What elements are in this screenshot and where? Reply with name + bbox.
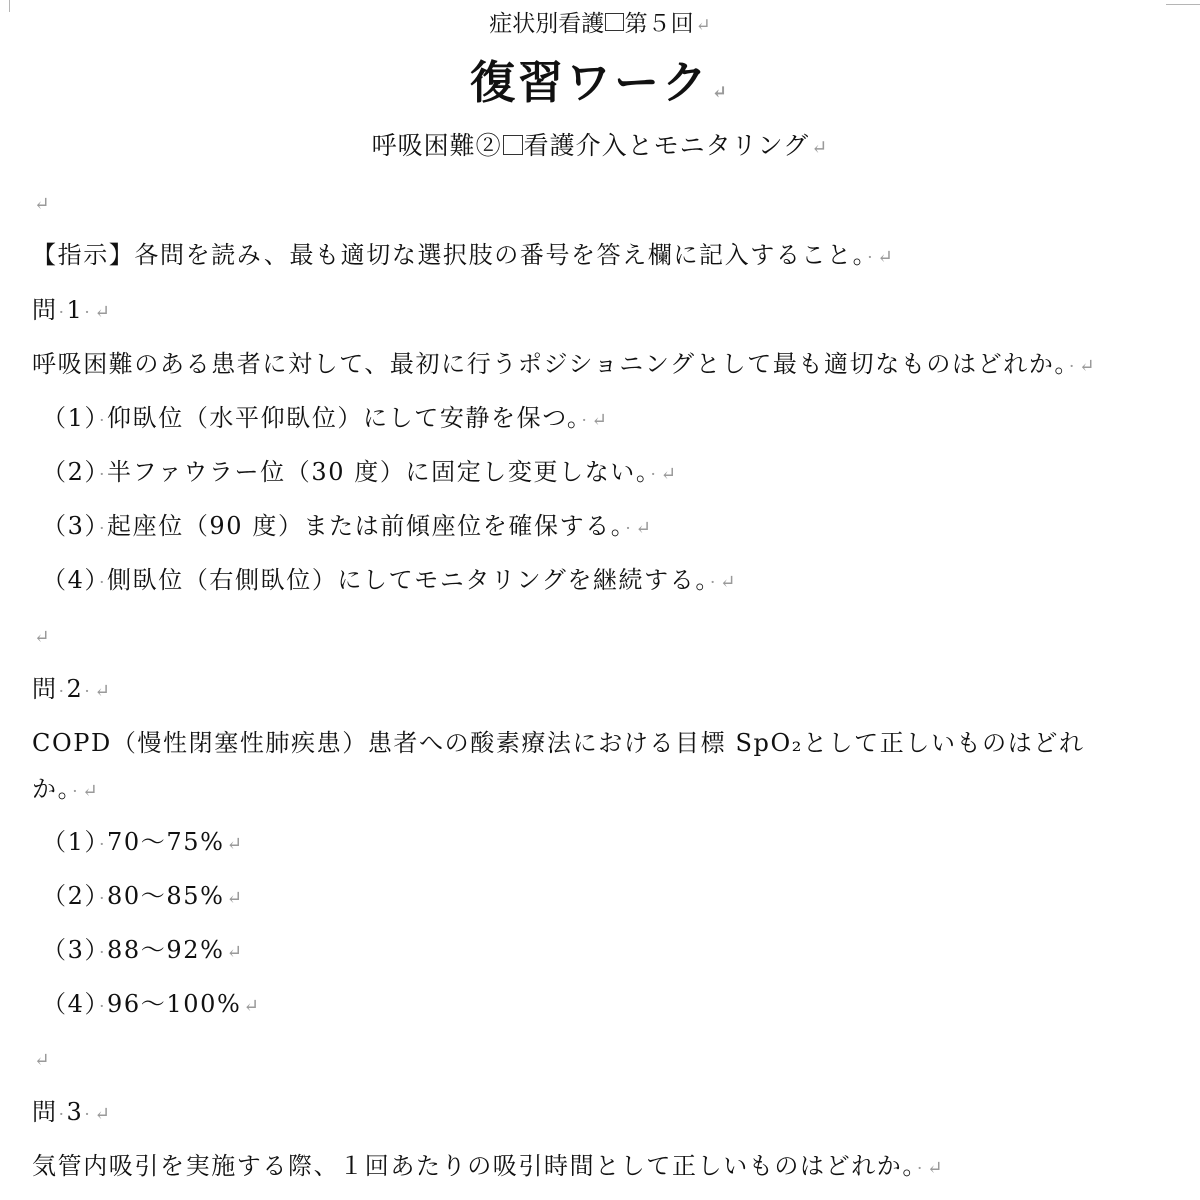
space-mark: · [99, 942, 107, 962]
subtitle-theme: 看護介入とモニタリング [523, 131, 810, 160]
space-mark: · [581, 410, 589, 430]
space-mark: · [72, 781, 80, 801]
instruction-line [32, 243, 894, 268]
paragraph-mark-icon: ↵ [34, 1050, 52, 1071]
space-mark: · [917, 1158, 924, 1178]
question-2-option-2: （2）·80～85% ↵ [42, 882, 244, 910]
space-mark: · [99, 888, 107, 908]
paragraph-mark-icon: ↵ [877, 247, 895, 268]
missing-glyph-box [503, 135, 523, 155]
question-2-text-line-1: COPD（慢性閉塞性肺疾患）患者への酸素療法における目標 SpO₂として正しいものはどれ [32, 729, 1085, 757]
paragraph-mark-icon: ↵ [82, 781, 100, 802]
question-2-option-3: （3）·88～92% ↵ [42, 936, 244, 964]
title-text: 復習ワーク [469, 56, 710, 109]
paragraph-mark-icon: ↵ [94, 681, 112, 702]
space-mark: · [84, 302, 92, 322]
space-mark: · [99, 518, 107, 538]
empty-paragraph [32, 623, 51, 648]
paragraph-mark-icon: ↵ [591, 410, 609, 431]
paragraph-mark-icon: ↵ [719, 572, 738, 593]
page-corner-mark-left [8, 0, 10, 12]
question-2-label: 問·2· ↵ [32, 675, 112, 703]
paragraph-mark-icon: ↵ [226, 834, 244, 855]
question-1-option-1: （1）·仰臥位（水平仰臥位）にして安静を保つ。· ↵ [42, 404, 609, 432]
instruction-text: 【指示】各問を読み、最も適切な選択肢の番号を答え欄に記入すること。 [32, 241, 867, 269]
page-subtitle [0, 133, 1200, 158]
space-mark: · [58, 1104, 66, 1124]
space-mark: · [650, 464, 658, 484]
space-mark: · [99, 834, 107, 854]
space-mark: · [84, 1104, 92, 1124]
paragraph-mark-icon: ↵ [34, 627, 52, 648]
paragraph-mark-icon: ↵ [34, 194, 52, 215]
question-1-text: 呼吸困難のある患者に対して、最初に行うポジショニングとして最も適切なものはどれか。· ↵ [32, 350, 1097, 378]
empty-paragraph [32, 1046, 51, 1071]
space-mark: · [99, 410, 107, 430]
question-3-label: 問·3· ↵ [32, 1098, 112, 1126]
paragraph-mark-icon: ↵ [226, 942, 244, 963]
paragraph-mark-icon: ↵ [660, 464, 678, 485]
paragraph-mark-icon: ↵ [695, 15, 711, 36]
paragraph-mark-icon: ↵ [926, 1158, 945, 1179]
paragraph-mark-icon: ↵ [1078, 356, 1097, 377]
question-1-option-4: （4）·側臥位（右側臥位）にしてモニタリングを継続する。· ↵ [42, 566, 738, 594]
space-mark: · [709, 572, 717, 592]
missing-glyph-box [605, 13, 623, 31]
paragraph-mark-icon: ↵ [226, 888, 244, 909]
page-title [0, 56, 1200, 109]
course-header [0, 13, 1200, 36]
question-2-text-line-2: か。· ↵ [32, 775, 100, 803]
paragraph-mark-icon: ↵ [94, 302, 112, 323]
page-corner-mark-right [1166, 0, 1200, 5]
question-3-text: 気管内吸引を実施する際、１回あたりの吸引時間として正しいものはどれか。· ↵ [32, 1152, 945, 1180]
space-mark: · [99, 996, 107, 1016]
paragraph-mark-icon: ↵ [811, 136, 829, 159]
space-mark: · [99, 464, 107, 484]
paragraph-mark-icon: ↵ [94, 1104, 112, 1125]
space-mark: · [99, 572, 107, 592]
course-name: 症状別看護 [489, 11, 605, 37]
question-2-option-1: （1）·70～75% ↵ [42, 828, 244, 856]
question-1-label: 問·1· ↵ [32, 296, 112, 324]
question-2-option-4: （4）·96～100% ↵ [42, 990, 261, 1018]
space-mark: · [84, 681, 92, 701]
space-mark: · [867, 247, 875, 267]
space-mark: · [625, 518, 633, 538]
session-number: 第５回 [624, 11, 694, 37]
paragraph-mark-icon: ↵ [711, 82, 731, 103]
empty-paragraph [32, 190, 51, 215]
subtitle-topic: 呼吸困難② [371, 131, 502, 160]
question-1-option-2: （2）·半ファウラー位（30 度）に固定し変更しない。· ↵ [42, 458, 678, 486]
space-mark: · [58, 681, 66, 701]
space-mark: · [1069, 356, 1076, 376]
paragraph-mark-icon: ↵ [243, 996, 261, 1017]
question-1-option-3: （3）·起座位（90 度）または前傾座位を確保する。· ↵ [42, 512, 653, 540]
paragraph-mark-icon: ↵ [635, 518, 653, 539]
space-mark: · [58, 302, 66, 322]
